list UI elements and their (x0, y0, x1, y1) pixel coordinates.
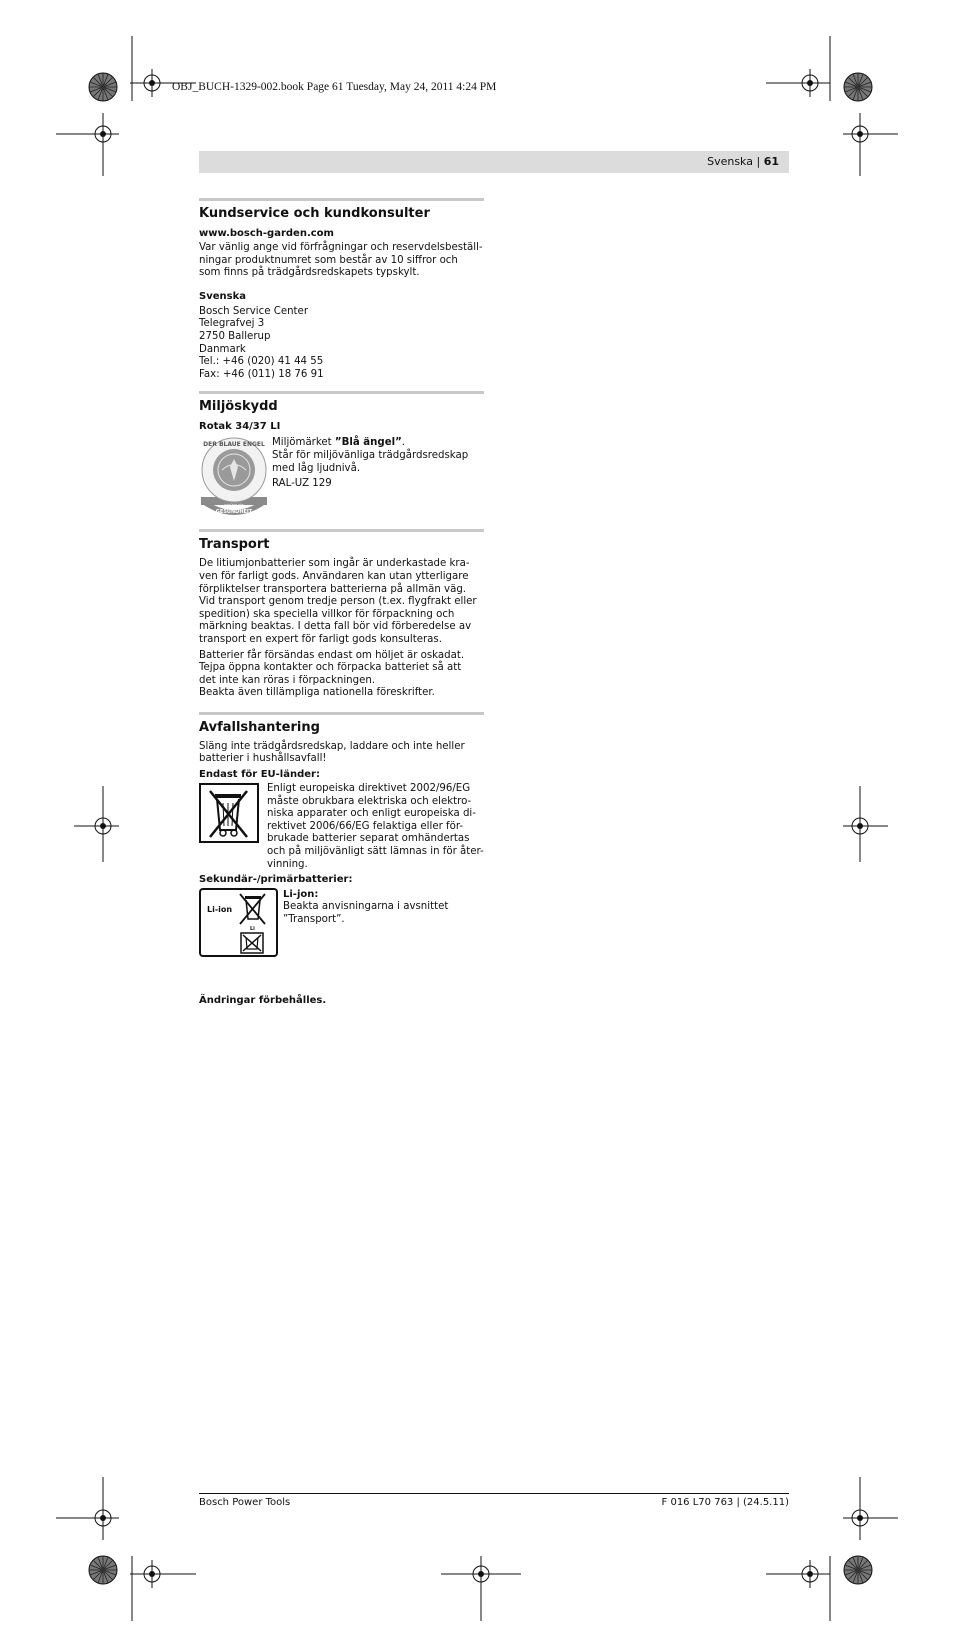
service-title: Kundservice och kundkonsulter (199, 206, 430, 221)
eu-line: Enligt europeiska direktivet 2002/96/EG (267, 783, 471, 795)
section-rule (199, 712, 484, 715)
label-desc-line: Står för miljövänliga trädgårdsredskap (272, 449, 469, 461)
label-suffix: . (401, 437, 406, 449)
section-rule (199, 198, 484, 201)
liion-small-text: Li (250, 926, 255, 933)
transport-line: märkning beaktas. I detta fall bör vid förberedelse av (199, 621, 472, 633)
transport-line: Tejpa öppna kontakter och förpacka batteriet så att (199, 662, 462, 674)
eu-line: vinning. (267, 858, 308, 870)
eu-line: rektivet 2006/66/EG felaktiga eller för- (267, 820, 464, 832)
changes-note: Ändringar förbehålles. (199, 995, 327, 1007)
transport-line: Beakta även tillämpliga nationella föreskrifter. (199, 687, 435, 699)
label-desc-line: med låg ljudnivå. (272, 462, 361, 474)
footer-brand: Bosch Power Tools (199, 1497, 291, 1508)
section-rule (199, 529, 484, 532)
transport-line: De litiumjonbatterier som ingår är underkastade kra- (199, 558, 470, 570)
address-line: 2750 Ballerup (199, 330, 271, 342)
environment-title: Miljöskydd (199, 399, 278, 415)
service-intro-line: som finns på trädgårdsredskapets typskylt. (199, 267, 420, 279)
transport-title: Transport (199, 537, 270, 553)
address-line: Telegrafvej 3 (199, 318, 265, 330)
service-country: Svenska (199, 290, 246, 302)
seal-top-text: DER BLAUE ENGEL (203, 441, 265, 449)
battery-title: Sekundär-/primärbatterier: (199, 874, 353, 886)
eu-line: brukade batterier separat omhändertas (267, 833, 470, 845)
file-info: OBJ_BUCH-1329-002.book Page 61 Tuesday, May 24, 2011 4:24 PM (172, 81, 497, 93)
header-language: Svenska (707, 155, 753, 168)
footer-doc-number: F 016 L70 763 | (24.5.11) (661, 1497, 789, 1508)
liion-label-text: Li-ion (207, 905, 233, 915)
transport-line: spedition) ska speciella villkor för förpackning och (199, 608, 455, 620)
liion-title: Li-jon: (283, 889, 319, 901)
transport-line: Vid transport genom tredje person (t.ex. flygfrakt eller (199, 596, 477, 608)
label-line (272, 437, 484, 450)
service-url[interactable]: www.bosch-garden.com (199, 228, 334, 239)
label-prefix: Miljömärket (272, 437, 335, 449)
page-header (199, 151, 789, 173)
environment-model: Rotak 34/37 LI (199, 421, 281, 433)
seal-bottom-text: GESUNDHEIT (215, 509, 253, 516)
eu-line: niska apparater och enligt europeiska di- (267, 808, 476, 820)
seal-small-text: schützt die (224, 503, 244, 508)
liion-line: ”Transport”. (283, 913, 345, 925)
label-name: ”Blå ängel” (334, 437, 402, 449)
eu-line: måste obrukbara elektriska och elektro- (267, 795, 472, 807)
liion-line: Beakta anvisningarna i avsnittet (283, 901, 449, 913)
disposal-intro-line: Släng inte trädgårdsredskap, laddare och inte heller (199, 740, 465, 752)
eu-title: Endast för EU-länder: (199, 769, 320, 781)
address-line: Tel.: +46 (020) 41 44 55 (199, 356, 324, 368)
address-line: Danmark (199, 343, 246, 355)
section-rule (199, 391, 484, 394)
address-line: Bosch Service Center (199, 305, 309, 317)
li-ion-battery-bin-icon (199, 888, 279, 958)
disposal-intro-line: batterier i hushållsavfall! (199, 753, 327, 765)
transport-line: transport en expert för farligt gods konsulteras. (199, 633, 442, 645)
transport-line: förpliktelser transportera batterierna på allmän väg. (199, 583, 467, 595)
label-standard: RAL-UZ 129 (272, 478, 332, 490)
transport-line: ven för farligt gods. Användaren kan utan ytterligare (199, 570, 469, 582)
transport-line: det inte kan röras i förpackningen. (199, 674, 376, 686)
eu-line: och på miljövänligt sätt lämnas in för åter- (267, 846, 484, 858)
service-intro-line: Var vänlig ange vid förfrågningar och reservdelsbeställ- (199, 242, 483, 253)
page-number: 61 (763, 155, 779, 168)
content-column (199, 198, 484, 1007)
weee-crossed-bin-icon (199, 783, 263, 845)
disposal-title: Avfallshantering (199, 719, 320, 735)
header-separator: | (752, 155, 764, 168)
address-line: Fax: +46 (011) 18 76 91 (199, 368, 324, 380)
footer-rule (199, 1493, 789, 1494)
blue-angel-seal-icon (199, 437, 269, 519)
service-intro-line: ningar produktnumret som består av 10 siffror och (199, 254, 458, 266)
transport-line: Batterier får försändas endast om höljet är oskadat. (199, 649, 465, 661)
header-text (707, 155, 779, 168)
